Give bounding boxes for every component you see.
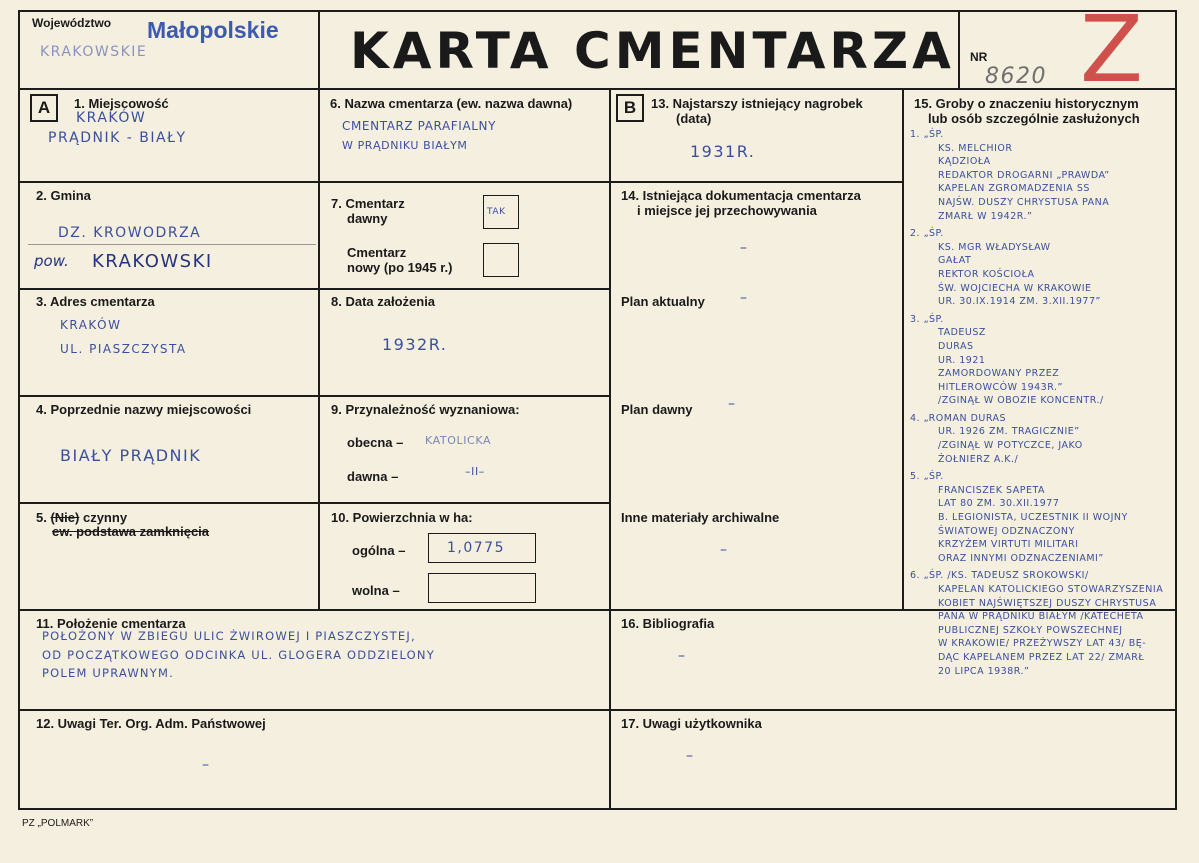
- ogolna-value: 1,0775: [447, 540, 505, 556]
- row-line-l2: [18, 288, 610, 290]
- dawna-value: –II–: [465, 465, 485, 478]
- field-1-value-1: KRAKÓW: [76, 110, 147, 126]
- field-11-label: 11. Położenie cmentarza: [36, 616, 186, 631]
- field-5-prefix: 5.: [36, 510, 51, 525]
- grave-line: KAPELAN KATOLICKIEGO STOWARZYSZENIA: [938, 584, 1164, 595]
- grave-line: W KRAKOWIE/ PRZEŻYWSZY LAT 43/ BĘ-: [938, 638, 1147, 650]
- grave-line: HITLEROWCÓW 1943R.”: [938, 381, 1063, 393]
- field-12-label: 12. Uwagi Ter. Org. Adm. Państwowej: [36, 716, 266, 731]
- grave-line: ŚWIATOWEJ ODZNACZONY: [938, 525, 1075, 537]
- field-16-value: –: [678, 648, 687, 664]
- grave-line: REKTOR KOŚCIOŁA: [938, 268, 1035, 280]
- field-14-value: –: [740, 240, 749, 256]
- wolna-field[interactable]: [428, 573, 536, 603]
- inne-label: Inne materiały archiwalne: [621, 510, 780, 525]
- field-6-label: 6. Nazwa cmentarza (ew. nazwa dawna): [330, 96, 573, 111]
- grave-line: 6. „ŚP. /KS. TADEUSZ SROKOWSKI/: [910, 570, 1089, 582]
- field-13-label-1: 13. Najstarszy istniejący nagrobek: [651, 96, 863, 111]
- grave-line: FRANCISZEK SAPETA: [938, 484, 1046, 496]
- field-2-value-2: KRAKOWSKI: [92, 251, 213, 272]
- field-17-label: 17. Uwagi użytkownika: [621, 716, 762, 731]
- row-line-l6: [18, 709, 1177, 711]
- grave-line: B. LEGIONISTA, UCZESTNIK II WOJNY: [938, 512, 1128, 524]
- wolna-label: wolna –: [352, 583, 400, 598]
- field-15-label-1: 15. Groby o znaczeniu historycznym: [914, 96, 1139, 111]
- grave-line: 2. „ŚP.: [910, 228, 944, 240]
- inne-value: –: [720, 542, 729, 558]
- grave-line: TADEUSZ: [938, 327, 986, 339]
- section-b-badge: B: [616, 94, 644, 122]
- grave-line: LAT 80 ZM. 30.XII.1977: [938, 498, 1060, 510]
- field-7-label-3: Cmentarz: [347, 245, 407, 260]
- row-line-l4: [18, 502, 610, 504]
- obecna-value: KATOLICKA: [425, 434, 492, 447]
- field-11-line-3: POLEM UPRAWNYM.: [42, 666, 174, 680]
- grave-line: DĄC KAPELANEM PRZEZ LAT 22/ ZMARŁ: [938, 651, 1145, 663]
- card-title: KARTA CMENTARZA: [350, 22, 955, 80]
- graves-list: [908, 128, 1176, 677]
- grave-line: DURAS: [938, 340, 974, 352]
- field-8-label: 8. Data założenia: [331, 294, 436, 309]
- field-4-value: BIAŁY PRĄDNIK: [60, 446, 202, 465]
- wojewodztwo-label: Województwo: [32, 16, 112, 30]
- grave-line: PANA W PRĄDNIKU BIAŁYM /KATECHETA: [938, 611, 1144, 623]
- field-2-underline: [28, 244, 316, 245]
- grave-line: KOBIET NAJŚWIĘTSZEJ DUSZY CHRYSTUSA: [938, 597, 1157, 609]
- wojewodztwo-stamp: Małopolskie: [147, 17, 279, 43]
- frame-bottom: [18, 808, 1177, 810]
- row-line-m1: [609, 181, 904, 183]
- grave-line: ŚW. WOJCIECHA W KRAKOWIE: [938, 282, 1092, 294]
- grave-line: ŻOŁNIERZ A.K./: [938, 453, 1019, 465]
- grave-line: ZAMORDOWANY PRZEZ: [938, 368, 1060, 380]
- field-13-value: 1931R.: [690, 142, 756, 161]
- plan-dawny-value: –: [728, 396, 737, 412]
- grave-line: KS. MGR WŁADYSŁAW: [938, 241, 1051, 253]
- grave-line: ORAZ INNYMI ODZNACZENIAMI”: [938, 552, 1104, 564]
- grave-line: 1. „ŚP.: [910, 129, 944, 140]
- field-7-label-2: dawny: [347, 211, 388, 226]
- field-4-label: 4. Poprzednie nazwy miejscowości: [36, 402, 252, 417]
- ogolna-field[interactable]: [428, 533, 536, 563]
- grave-line: KAPELAN ZGROMADZENIA SS: [938, 183, 1090, 195]
- dawny-checkbox[interactable]: [483, 195, 519, 229]
- field-11-line-1: POŁOŻONY W ZBIEGU ULIC ŻWIROWEJ I PIASZCZYSTEJ,: [42, 629, 416, 643]
- field-1-value-2: PRĄDNIK - BIAŁY: [48, 130, 187, 146]
- field-15-label-2: lub osób szczególnie zasłużonych: [928, 111, 1140, 126]
- field-3-value-1: KRAKÓW: [60, 318, 122, 332]
- field-12-value: –: [202, 757, 211, 773]
- col-line-a: [318, 88, 320, 610]
- grave-line: KS. MELCHIOR: [938, 142, 1013, 154]
- row-line-l3: [18, 395, 610, 397]
- field-2-value-1: DZ. KROWODRZA: [58, 225, 202, 241]
- field-6-value-2: W PRĄDNIKU BIAŁYM: [342, 139, 468, 152]
- row-line-l1b: [318, 181, 610, 183]
- dawny-checkbox-value: TAK: [487, 207, 506, 217]
- field-3-value-2: UL. PIASZCZYSTA: [60, 342, 187, 356]
- field-13-label-2: (data): [676, 111, 712, 126]
- section-a-badge: A: [30, 94, 58, 122]
- field-7-label-4: nowy (po 1945 r.): [347, 260, 453, 275]
- grave-line: PUBLICZNEJ SZKOŁY POWSZECHNEJ: [938, 624, 1123, 636]
- grave-line: 4. „ROMAN DURAS: [910, 412, 1007, 424]
- frame-top: [18, 10, 1177, 12]
- nr-label: NR: [970, 50, 988, 64]
- plan-dawny-label: Plan dawny: [621, 402, 693, 417]
- grave-line: ZMARŁ W 1942R.”: [938, 210, 1033, 222]
- nowy-checkbox[interactable]: [483, 243, 519, 277]
- grave-line: 3. „ŚP.: [910, 313, 944, 325]
- field-8-value: 1932R.: [382, 335, 448, 354]
- grave-line: UR. 30.IX.1914 ZM. 3.XII.1977”: [938, 296, 1101, 308]
- grave-line: KĄDZIOŁA: [938, 156, 991, 168]
- grave-line: /ZGINĄŁ W OBOZIE KONCENTR./: [938, 395, 1104, 407]
- printer-label: PZ „POLMARK”: [22, 818, 94, 829]
- field-5-label: [36, 510, 127, 525]
- field-9-label: 9. Przynależność wyznaniowa:: [331, 402, 520, 417]
- col-line-c: [902, 88, 904, 610]
- grave-line: 5. „ŚP.: [910, 471, 944, 483]
- field-5-suffix: czynny: [79, 510, 128, 525]
- grave-line: 20 LIPCA 1938R.”: [938, 665, 1030, 677]
- grave-line: NAJŚW. DUSZY CHRYSTUSA PANA: [938, 196, 1110, 208]
- dawna-label: dawna –: [347, 469, 399, 484]
- field-2-label: 2. Gmina: [36, 188, 91, 203]
- field-17-value: –: [686, 748, 695, 764]
- field-10-label: 10. Powierzchnia w ha:: [331, 510, 473, 525]
- grave-line: GAŁAT: [938, 255, 972, 267]
- field-7-label-1: 7. Cmentarz: [331, 196, 405, 211]
- nr-value: 8620: [985, 64, 1047, 89]
- grave-line: /ZGINĄŁ W POTYCZCE, JAKO: [938, 440, 1083, 452]
- col-line-b: [609, 88, 611, 810]
- field-1-label: 1. Miejscowość: [74, 96, 169, 111]
- plan-aktualny-value: –: [740, 290, 749, 306]
- grave-line: KRZYŻEM VIRTUTI MILITARI: [938, 539, 1079, 551]
- grave-line: UR. 1921: [938, 354, 986, 366]
- grave-line: UR. 1926 ZM. TRAGICZNIE”: [938, 426, 1080, 438]
- field-6-value-1: CMENTARZ PARAFIALNY: [342, 119, 497, 133]
- red-z-mark: Z: [1080, 0, 1144, 103]
- obecna-label: obecna –: [347, 435, 404, 450]
- field-11-line-2: OD POCZĄTKOWEGO ODCINKA UL. GLOGERA ODDZIELONY: [42, 648, 435, 662]
- header-divider-2: [958, 10, 960, 90]
- field-5-nie: (Nie): [50, 510, 80, 525]
- field-2-prefix: pow.: [34, 252, 69, 270]
- ogolna-label: ogólna –: [352, 543, 406, 558]
- field-16-label: 16. Bibliografia: [621, 616, 715, 631]
- header-divider-1: [318, 10, 320, 90]
- frame-left: [18, 10, 20, 810]
- field-5-sub: ew. podstawa zamknięcia: [52, 524, 210, 539]
- plan-aktualny-label: Plan aktualny: [621, 294, 705, 309]
- grave-line: REDAKTOR DROGARNI „PRAWDA”: [938, 169, 1110, 181]
- field-14-label-2: i miejsce jej przechowywania: [637, 203, 817, 218]
- wojewodztwo-value: KRAKOWSKIE: [40, 44, 148, 60]
- field-3-label: 3. Adres cmentarza: [36, 294, 155, 309]
- field-14-label-1: 14. Istniejąca dokumentacja cmentarza: [621, 188, 861, 203]
